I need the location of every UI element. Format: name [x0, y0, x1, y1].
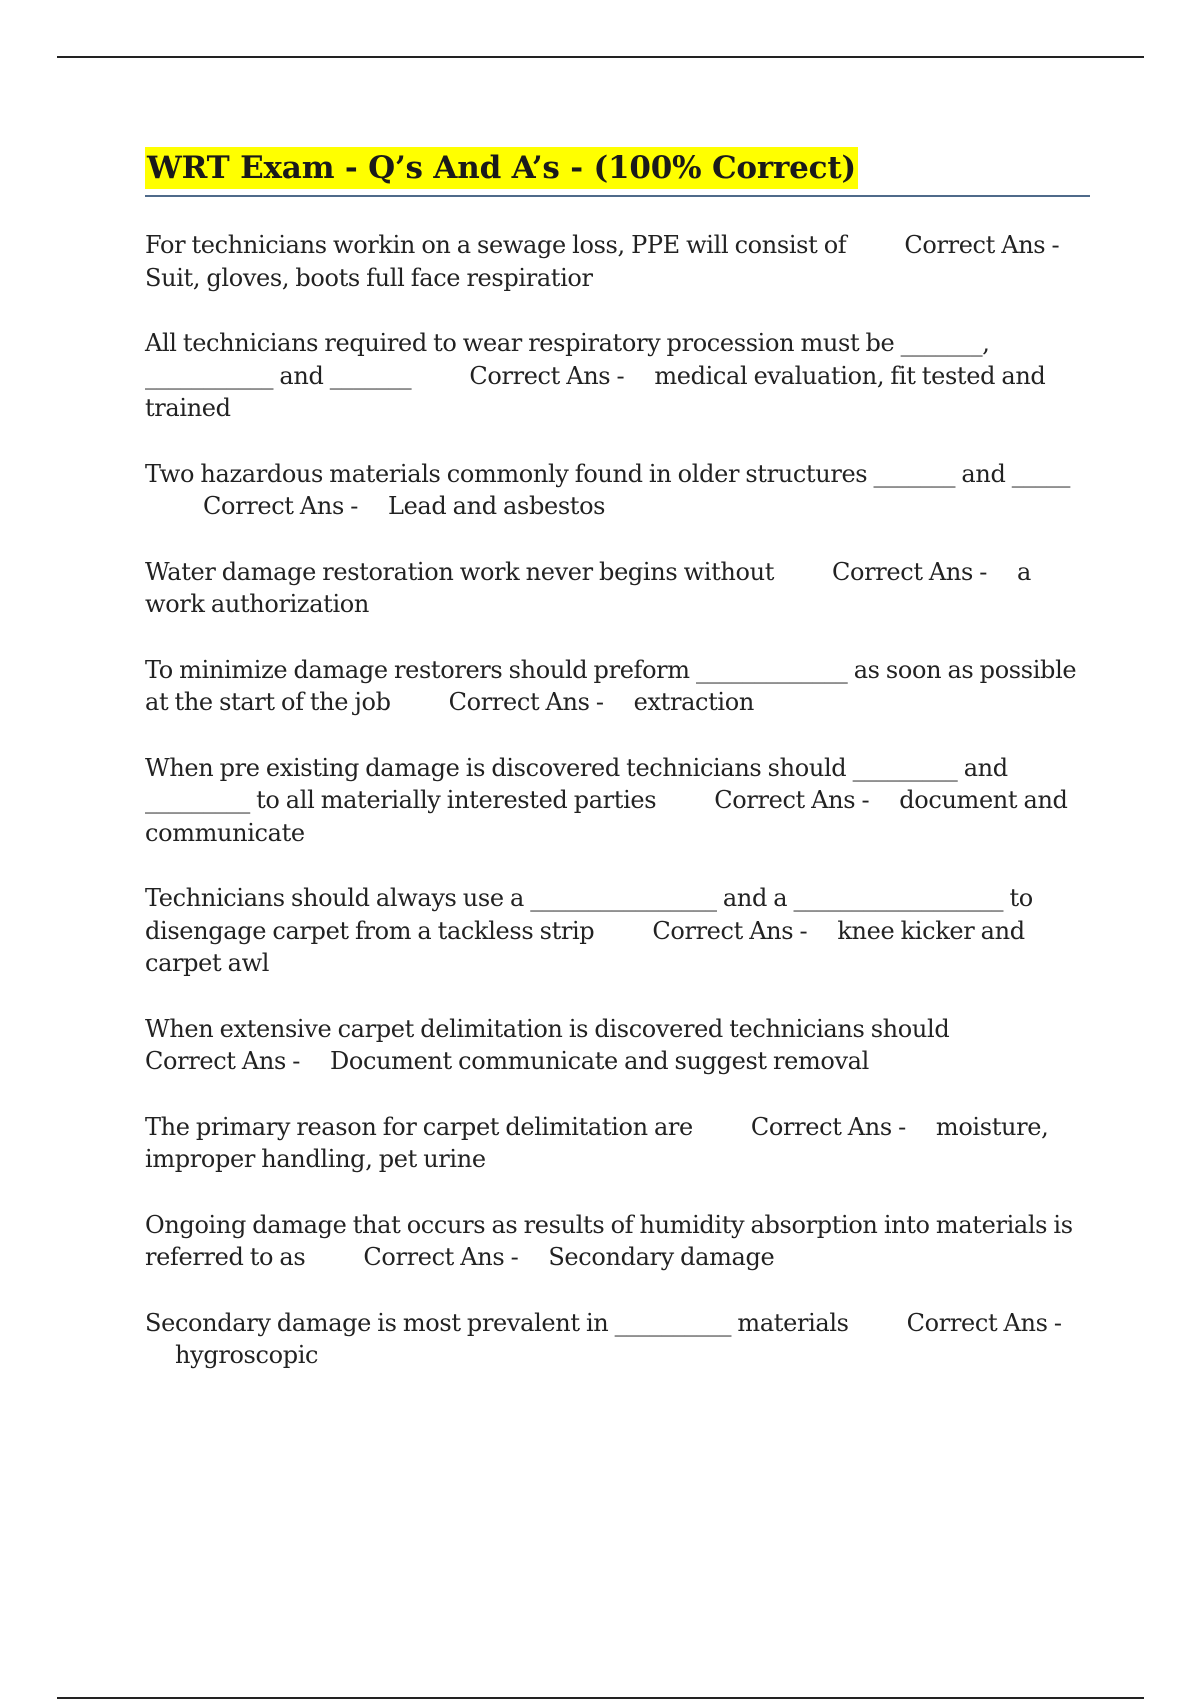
answer-label: Correct Ans -: [469, 361, 625, 390]
question-text: The primary reason for carpet delimitation are: [145, 1112, 693, 1141]
qa-item: [145, 458, 1090, 523]
answer-label: Correct Ans -: [714, 786, 870, 814]
answer-label: Correct Ans -: [448, 688, 604, 716]
question-text: Technicians should always use a ________________ and a __________________ to disengage carpet from a tackless strip: [145, 884, 1033, 945]
qa-item: [145, 1307, 1090, 1372]
answer-label: Correct Ans -: [906, 1308, 1062, 1337]
question-text: Two hazardous materials commonly found in older structures _______ and _____: [145, 459, 1070, 488]
answer-text: medical evaluation, fit tested and trained: [145, 361, 1046, 422]
answer-label: Correct Ans -: [652, 916, 808, 945]
answer-text: knee kicker and carpet awl: [145, 916, 1025, 977]
answer-label: Correct Ans -: [832, 557, 988, 586]
question-text: When pre existing damage is discovered technicians should _________ and _________ to all materially interested parties: [145, 753, 1008, 814]
answer-label: Correct Ans -: [363, 1243, 519, 1271]
question-text: For technicians workin on a sewage loss, PPE will consist of: [145, 231, 847, 259]
answer-text: hygroscopic: [175, 1341, 319, 1369]
qa-item: [145, 1013, 1090, 1078]
answer-text: Document communicate and suggest removal: [329, 1047, 869, 1075]
document-title: WRT Exam - Q’s And A’s - (100% Correct): [145, 147, 858, 189]
qa-item: [145, 229, 1090, 294]
page-top-rule: [57, 56, 1144, 58]
question-text: To minimize damage restorers should preform _____________ as soon as possible at the start of the job: [145, 655, 1077, 716]
question-text: All technicians required to wear respiratory procession must be _______, ___________ and _______: [145, 329, 990, 390]
answer-label: Correct Ans -: [203, 492, 358, 520]
qa-item: [145, 327, 1090, 425]
qa-item: [145, 654, 1090, 719]
question-text: Water damage restoration work never begins without: [145, 557, 775, 586]
answer-label: Correct Ans -: [750, 1112, 906, 1141]
title-block: [145, 147, 1090, 197]
answer-text: Suit, gloves, boots full face respiratior: [145, 263, 593, 292]
page-bottom-rule: [57, 1697, 1144, 1699]
qa-item: [145, 882, 1090, 980]
qa-item: [145, 1209, 1090, 1274]
document-body: [145, 147, 1090, 1405]
answer-text: document and communicate: [145, 786, 1068, 847]
answer-label: Correct Ans -: [904, 231, 1060, 259]
answer-text: Lead and asbestos: [387, 492, 606, 520]
answer-text: extraction: [633, 688, 754, 716]
qa-item: [145, 752, 1090, 850]
question-text: Ongoing damage that occurs as results of humidity absorption into materials is referred to as: [145, 1210, 1073, 1271]
answer-text: moisture, improper handling, pet urine: [145, 1112, 1049, 1173]
question-text: Secondary damage is most prevalent in __________ materials: [145, 1308, 849, 1337]
qa-item: [145, 556, 1090, 621]
qa-item: [145, 1111, 1090, 1176]
answer-text: Secondary damage: [548, 1243, 775, 1271]
question-text: When extensive carpet delimitation is discovered technicians should: [145, 1014, 950, 1043]
answer-label: Correct Ans -: [145, 1047, 300, 1075]
answer-text: a work authorization: [145, 557, 1031, 618]
